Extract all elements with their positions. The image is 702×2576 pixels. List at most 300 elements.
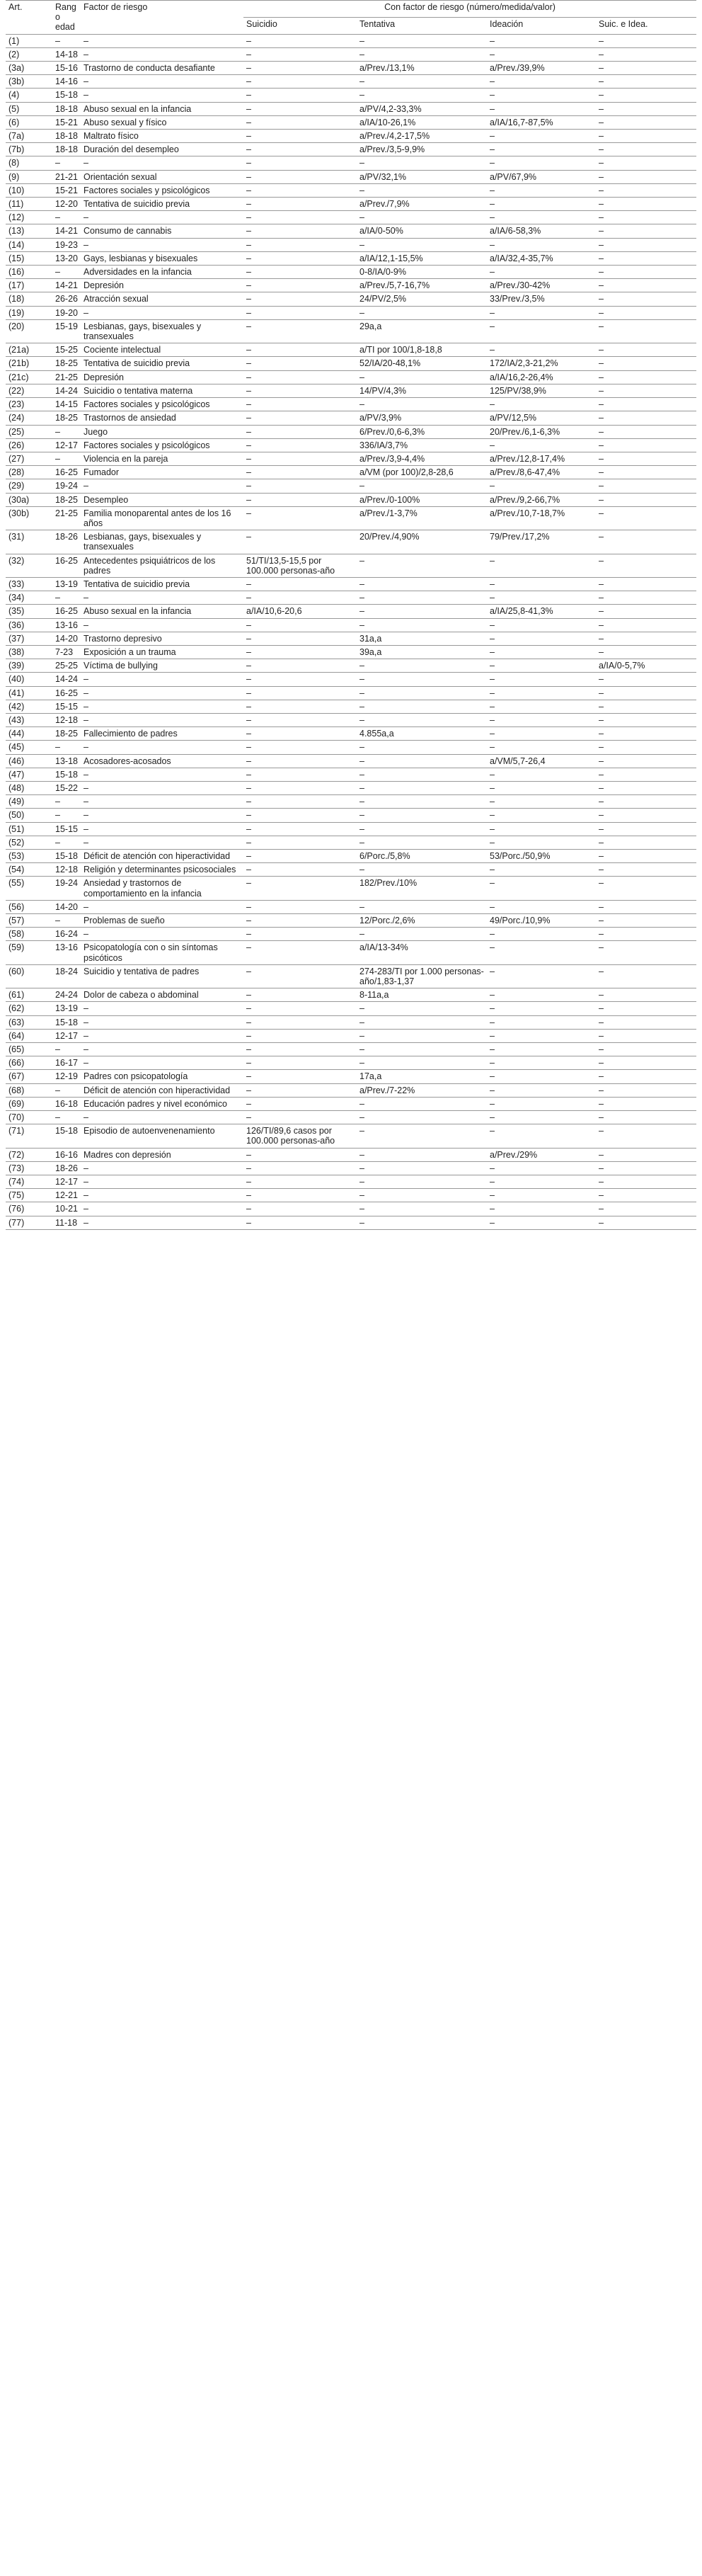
cell-ideacion: – — [487, 1189, 596, 1202]
cell-suicidio: – — [243, 900, 357, 913]
cell-tentativa: a/IA/0-50% — [357, 224, 487, 238]
cell-ideacion: 125/PV/38,9% — [487, 384, 596, 397]
cell-suic-idea: – — [596, 877, 696, 900]
cell-tentativa: 29a,a — [357, 319, 487, 343]
table-row — [6, 1175, 696, 1189]
cell-rango-edad: 21-25 — [52, 370, 81, 384]
cell-art: (46) — [6, 754, 52, 768]
cell-suicidio: – — [243, 183, 357, 197]
cell-tentativa: – — [357, 822, 487, 836]
cell-factor-riesgo: Psicopatología con o sin síntomas psicóticos — [81, 941, 243, 964]
cell-ideacion: – — [487, 266, 596, 279]
cell-factor-riesgo: Factores sociales y psicológicos — [81, 183, 243, 197]
cell-suicidio: 51/TI/13,5-15,5 por 100.000 personas-año — [243, 554, 357, 577]
cell-art: (58) — [6, 928, 52, 941]
cell-rango-edad: 16-16 — [52, 1148, 81, 1161]
cell-factor-riesgo: Tentativa de suicidio previa — [81, 357, 243, 370]
cell-factor-riesgo: Depresión — [81, 370, 243, 384]
cell-ideacion: – — [487, 47, 596, 61]
cell-tentativa: – — [357, 479, 487, 493]
table-row — [6, 659, 696, 673]
cell-tentativa: – — [357, 1189, 487, 1202]
cell-suicidio: – — [243, 143, 357, 156]
cell-tentativa: – — [357, 686, 487, 700]
cell-tentativa: – — [357, 1097, 487, 1110]
table-row — [6, 1015, 696, 1029]
cell-factor-riesgo: Consumo de cannabis — [81, 224, 243, 238]
cell-factor-riesgo: Violencia en la pareja — [81, 452, 243, 465]
cell-rango-edad: 18-25 — [52, 727, 81, 741]
table-row — [6, 809, 696, 822]
table-row — [6, 425, 696, 438]
cell-suic-idea: – — [596, 506, 696, 530]
cell-ideacion: a/IA/32,4-35,7% — [487, 251, 596, 265]
cell-rango-edad: – — [52, 741, 81, 754]
cell-art: (70) — [6, 1111, 52, 1124]
cell-art: (13) — [6, 224, 52, 238]
cell-suic-idea: – — [596, 988, 696, 1002]
cell-tentativa: – — [357, 1056, 487, 1070]
cell-ideacion: a/VM/5,7-26,4 — [487, 754, 596, 768]
cell-factor-riesgo: Adversidades en la infancia — [81, 266, 243, 279]
cell-art: (52) — [6, 836, 52, 849]
cell-tentativa: – — [357, 370, 487, 384]
cell-rango-edad: 14-20 — [52, 900, 81, 913]
cell-suicidio: – — [243, 1002, 357, 1015]
cell-factor-riesgo: – — [81, 1002, 243, 1015]
cell-art: (7b) — [6, 143, 52, 156]
cell-suic-idea: – — [596, 1029, 696, 1042]
cell-factor-riesgo: Maltrato físico — [81, 130, 243, 143]
cell-suic-idea: – — [596, 781, 696, 794]
cell-rango-edad: 12-17 — [52, 438, 81, 452]
cell-art: (76) — [6, 1202, 52, 1216]
cell-suic-idea: – — [596, 425, 696, 438]
cell-factor-riesgo: – — [81, 795, 243, 809]
cell-ideacion: – — [487, 1070, 596, 1083]
cell-tentativa: a/IA/13-34% — [357, 941, 487, 964]
header-tentativa: Tentativa — [357, 17, 487, 34]
table-row — [6, 741, 696, 754]
cell-tentativa: 39a,a — [357, 645, 487, 659]
cell-art: (66) — [6, 1056, 52, 1070]
cell-ideacion: – — [487, 34, 596, 47]
cell-tentativa: 336/IA/3,7% — [357, 438, 487, 452]
table-row — [6, 466, 696, 479]
table-row — [6, 863, 696, 877]
cell-tentativa: – — [357, 809, 487, 822]
cell-art: (17) — [6, 279, 52, 292]
cell-suicidio: – — [243, 809, 357, 822]
cell-ideacion: – — [487, 143, 596, 156]
cell-tentativa: – — [357, 605, 487, 618]
cell-suic-idea: – — [596, 928, 696, 941]
cell-factor-riesgo: – — [81, 591, 243, 605]
cell-tentativa: a/TI por 100/1,8-18,8 — [357, 343, 487, 357]
cell-rango-edad: 15-18 — [52, 1015, 81, 1029]
cell-tentativa: 0-8/IA/0-9% — [357, 266, 487, 279]
cell-suic-idea: – — [596, 479, 696, 493]
cell-rango-edad: 12-20 — [52, 198, 81, 211]
cell-tentativa: a/IA/12,1-15,5% — [357, 251, 487, 265]
cell-suic-idea: – — [596, 914, 696, 928]
cell-ideacion: – — [487, 577, 596, 591]
cell-ideacion: – — [487, 130, 596, 143]
table-row — [6, 198, 696, 211]
cell-ideacion: – — [487, 632, 596, 645]
cell-suic-idea: – — [596, 686, 696, 700]
cell-tentativa: – — [357, 75, 487, 89]
cell-factor-riesgo: Déficit de atención con hiperactividad — [81, 1083, 243, 1097]
cell-suicidio: – — [243, 1015, 357, 1029]
table-row — [6, 530, 696, 554]
table-row — [6, 1043, 696, 1056]
cell-rango-edad: 18-26 — [52, 530, 81, 554]
cell-art: (30b) — [6, 506, 52, 530]
cell-suicidio: – — [243, 343, 357, 357]
cell-rango-edad: 15-15 — [52, 700, 81, 713]
cell-rango-edad: 13-19 — [52, 577, 81, 591]
cell-art: (65) — [6, 1043, 52, 1056]
cell-suicidio: – — [243, 928, 357, 941]
cell-suicidio: – — [243, 170, 357, 183]
cell-art: (47) — [6, 768, 52, 781]
cell-suic-idea: – — [596, 398, 696, 411]
cell-rango-edad: 15-19 — [52, 319, 81, 343]
cell-factor-riesgo: – — [81, 156, 243, 170]
cell-suic-idea: – — [596, 198, 696, 211]
cell-suic-idea: – — [596, 143, 696, 156]
cell-rango-edad: 12-19 — [52, 1070, 81, 1083]
cell-art: (67) — [6, 1070, 52, 1083]
cell-ideacion: – — [487, 319, 596, 343]
cell-ideacion: – — [487, 795, 596, 809]
cell-suic-idea: – — [596, 1161, 696, 1175]
cell-suicidio: a/IA/10,6-20,6 — [243, 605, 357, 618]
cell-rango-edad: – — [52, 452, 81, 465]
cell-suic-idea: – — [596, 741, 696, 754]
cell-ideacion: – — [487, 183, 596, 197]
cell-factor-riesgo: – — [81, 1202, 243, 1216]
table-row — [6, 292, 696, 306]
cell-factor-riesgo: Factores sociales y psicológicos — [81, 398, 243, 411]
cell-tentativa: – — [357, 1111, 487, 1124]
cell-suic-idea: – — [596, 768, 696, 781]
cell-suicidio: – — [243, 673, 357, 686]
cell-factor-riesgo: Trastorno depresivo — [81, 632, 243, 645]
cell-ideacion: – — [487, 1202, 596, 1216]
cell-suicidio: – — [243, 1070, 357, 1083]
cell-ideacion: – — [487, 198, 596, 211]
table-row — [6, 822, 696, 836]
cell-factor-riesgo: Lesbianas, gays, bisexuales y transexuales — [81, 319, 243, 343]
cell-tentativa: – — [357, 591, 487, 605]
cell-ideacion: – — [487, 1056, 596, 1070]
table-row — [6, 1189, 696, 1202]
cell-factor-riesgo: Padres con psicopatología — [81, 1070, 243, 1083]
cell-tentativa: 8-11a,a — [357, 988, 487, 1002]
cell-factor-riesgo: Educación padres y nivel económico — [81, 1097, 243, 1110]
cell-ideacion: a/PV/12,5% — [487, 411, 596, 425]
cell-art: (8) — [6, 156, 52, 170]
cell-tentativa: – — [357, 754, 487, 768]
cell-factor-riesgo: Acosadores-acosados — [81, 754, 243, 768]
cell-art: (2) — [6, 47, 52, 61]
cell-suic-idea: – — [596, 452, 696, 465]
cell-tentativa: a/Prev./4,2-17,5% — [357, 130, 487, 143]
cell-suic-idea: – — [596, 900, 696, 913]
cell-art: (24) — [6, 411, 52, 425]
table-row — [6, 645, 696, 659]
cell-suic-idea: – — [596, 34, 696, 47]
cell-ideacion: – — [487, 75, 596, 89]
cell-factor-riesgo: Problemas de sueño — [81, 914, 243, 928]
cell-ideacion: – — [487, 238, 596, 251]
cell-suic-idea: – — [596, 493, 696, 506]
cell-ideacion: – — [487, 941, 596, 964]
cell-suicidio: – — [243, 632, 357, 645]
header-factor-riesgo: Factor de riesgo — [81, 1, 243, 35]
cell-suic-idea: – — [596, 1043, 696, 1056]
cell-suic-idea: – — [596, 319, 696, 343]
cell-suicidio: – — [243, 251, 357, 265]
cell-suicidio: – — [243, 384, 357, 397]
cell-art: (20) — [6, 319, 52, 343]
cell-tentativa: a/PV/32,1% — [357, 170, 487, 183]
cell-factor-riesgo: – — [81, 836, 243, 849]
table-row — [6, 686, 696, 700]
cell-art: (38) — [6, 645, 52, 659]
cell-rango-edad: 26-26 — [52, 292, 81, 306]
cell-rango-edad: – — [52, 425, 81, 438]
table-row — [6, 506, 696, 530]
table-row — [6, 1161, 696, 1175]
cell-ideacion: – — [487, 211, 596, 224]
cell-suicidio: – — [243, 768, 357, 781]
cell-art: (21c) — [6, 370, 52, 384]
table-row — [6, 102, 696, 115]
cell-suicidio: – — [243, 1111, 357, 1124]
cell-art: (73) — [6, 1161, 52, 1175]
cell-tentativa: – — [357, 238, 487, 251]
cell-art: (55) — [6, 877, 52, 900]
table-row — [6, 754, 696, 768]
table-row — [6, 384, 696, 397]
cell-factor-riesgo: – — [81, 1056, 243, 1070]
cell-art: (14) — [6, 238, 52, 251]
cell-rango-edad: 16-24 — [52, 928, 81, 941]
cell-ideacion: a/Prev./29% — [487, 1148, 596, 1161]
cell-suicidio: – — [243, 1161, 357, 1175]
cell-ideacion: – — [487, 156, 596, 170]
cell-suicidio: – — [243, 964, 357, 988]
table-row — [6, 1148, 696, 1161]
cell-art: (6) — [6, 115, 52, 129]
cell-tentativa: a/PV/4,2-33,3% — [357, 102, 487, 115]
cell-factor-riesgo: Trastornos de ansiedad — [81, 411, 243, 425]
cell-suic-idea: – — [596, 1097, 696, 1110]
cell-suic-idea: – — [596, 438, 696, 452]
cell-ideacion: – — [487, 781, 596, 794]
cell-rango-edad: 12-18 — [52, 713, 81, 726]
cell-rango-edad: 10-21 — [52, 1202, 81, 1216]
table-row — [6, 357, 696, 370]
cell-rango-edad: 13-16 — [52, 941, 81, 964]
cell-suic-idea: – — [596, 964, 696, 988]
table-row — [6, 577, 696, 591]
cell-rango-edad: 16-25 — [52, 686, 81, 700]
cell-art: (60) — [6, 964, 52, 988]
cell-tentativa: a/Prev./3,5-9,9% — [357, 143, 487, 156]
cell-rango-edad: 16-25 — [52, 554, 81, 577]
cell-suicidio: – — [243, 914, 357, 928]
cell-factor-riesgo: – — [81, 1043, 243, 1056]
cell-tentativa: a/Prev./7,9% — [357, 198, 487, 211]
table-row — [6, 1097, 696, 1110]
cell-suicidio: – — [243, 645, 357, 659]
table-row — [6, 238, 696, 251]
cell-art: (56) — [6, 900, 52, 913]
cell-tentativa: 20/Prev./4,90% — [357, 530, 487, 554]
cell-suicidio: – — [243, 75, 357, 89]
cell-art: (43) — [6, 713, 52, 726]
cell-suicidio: – — [243, 47, 357, 61]
cell-tentativa: 182/Prev./10% — [357, 877, 487, 900]
cell-rango-edad: 25-25 — [52, 659, 81, 673]
table-row — [6, 1202, 696, 1216]
cell-suic-idea: – — [596, 89, 696, 102]
cell-suicidio: – — [243, 211, 357, 224]
cell-art: (57) — [6, 914, 52, 928]
cell-suicidio: – — [243, 591, 357, 605]
cell-suicidio: – — [243, 1189, 357, 1202]
table-row — [6, 1002, 696, 1015]
cell-suic-idea: – — [596, 1083, 696, 1097]
cell-art: (1) — [6, 34, 52, 47]
cell-tentativa: a/IA/10-26,1% — [357, 115, 487, 129]
cell-art: (27) — [6, 452, 52, 465]
cell-factor-riesgo: Suicidio y tentativa de padres — [81, 964, 243, 988]
cell-rango-edad: 18-25 — [52, 357, 81, 370]
cell-ideacion: – — [487, 1216, 596, 1229]
cell-suic-idea: – — [596, 713, 696, 726]
table-row — [6, 1083, 696, 1097]
cell-factor-riesgo: Gays, lesbianas y bisexuales — [81, 251, 243, 265]
cell-ideacion: – — [487, 554, 596, 577]
cell-tentativa: a/Prev./7-22% — [357, 1083, 487, 1097]
cell-suicidio: – — [243, 863, 357, 877]
cell-tentativa: – — [357, 928, 487, 941]
table-row — [6, 89, 696, 102]
cell-factor-riesgo: Orientación sexual — [81, 170, 243, 183]
cell-tentativa: a/Prev./1-3,7% — [357, 506, 487, 530]
cell-factor-riesgo: Episodio de autoenvenenamiento — [81, 1124, 243, 1148]
cell-art: (48) — [6, 781, 52, 794]
table-row — [6, 1216, 696, 1229]
table-row — [6, 877, 696, 900]
cell-tentativa: – — [357, 863, 487, 877]
cell-suicidio: – — [243, 130, 357, 143]
cell-factor-riesgo: – — [81, 741, 243, 754]
table-row — [6, 727, 696, 741]
cell-suicidio: – — [243, 238, 357, 251]
cell-ideacion: – — [487, 343, 596, 357]
cell-tentativa: – — [357, 398, 487, 411]
cell-factor-riesgo: – — [81, 673, 243, 686]
cell-factor-riesgo: – — [81, 781, 243, 794]
cell-tentativa: – — [357, 795, 487, 809]
cell-suic-idea: – — [596, 941, 696, 964]
cell-art: (3a) — [6, 62, 52, 75]
table-row — [6, 156, 696, 170]
cell-ideacion: – — [487, 741, 596, 754]
cell-art: (59) — [6, 941, 52, 964]
table-row — [6, 618, 696, 632]
table-row — [6, 75, 696, 89]
cell-ideacion: 53/Porc./50,9% — [487, 850, 596, 863]
cell-ideacion: – — [487, 964, 596, 988]
cell-suic-idea: – — [596, 1202, 696, 1216]
cell-tentativa: 274-283/TI por 1.000 personas-año/1,83-1,37 — [357, 964, 487, 988]
cell-art: (77) — [6, 1216, 52, 1229]
cell-rango-edad: 15-18 — [52, 89, 81, 102]
cell-ideacion: a/Prev./39,9% — [487, 62, 596, 75]
table-body — [6, 34, 696, 1229]
cell-suic-idea: – — [596, 384, 696, 397]
cell-art: (63) — [6, 1015, 52, 1029]
cell-tentativa: 6/Prev./0,6-6,3% — [357, 425, 487, 438]
cell-suic-idea: – — [596, 1148, 696, 1161]
cell-factor-riesgo: Antecedentes psiquiátricos de los padres — [81, 554, 243, 577]
cell-suic-idea: – — [596, 554, 696, 577]
cell-suic-idea: – — [596, 850, 696, 863]
cell-suicidio: – — [243, 452, 357, 465]
cell-suicidio: – — [243, 941, 357, 964]
cell-factor-riesgo: – — [81, 89, 243, 102]
cell-suic-idea: – — [596, 47, 696, 61]
cell-factor-riesgo: – — [81, 822, 243, 836]
cell-ideacion: a/Prev./12,8-17,4% — [487, 452, 596, 465]
cell-suic-idea: – — [596, 130, 696, 143]
cell-rango-edad: 19-20 — [52, 306, 81, 319]
cell-ideacion: – — [487, 1029, 596, 1042]
cell-rango-edad: 18-25 — [52, 493, 81, 506]
cell-tentativa: – — [357, 577, 487, 591]
cell-rango-edad: 14-21 — [52, 279, 81, 292]
table-row — [6, 1070, 696, 1083]
cell-suicidio: – — [243, 1216, 357, 1229]
cell-factor-riesgo: – — [81, 1015, 243, 1029]
cell-rango-edad: 7-23 — [52, 645, 81, 659]
cell-factor-riesgo: – — [81, 928, 243, 941]
table-row — [6, 1124, 696, 1148]
cell-ideacion: – — [487, 1043, 596, 1056]
cell-suic-idea: – — [596, 102, 696, 115]
cell-art: (12) — [6, 211, 52, 224]
table-row — [6, 964, 696, 988]
table-row — [6, 605, 696, 618]
cell-factor-riesgo: Lesbianas, gays, bisexuales y transexuales — [81, 530, 243, 554]
cell-suicidio: – — [243, 115, 357, 129]
cell-rango-edad: 19-24 — [52, 877, 81, 900]
header-art: Art. — [6, 1, 52, 35]
table-row — [6, 713, 696, 726]
cell-ideacion: – — [487, 618, 596, 632]
cell-factor-riesgo: Ansiedad y trastornos de comportamiento en la infancia — [81, 877, 243, 900]
cell-art: (50) — [6, 809, 52, 822]
cell-art: (45) — [6, 741, 52, 754]
cell-ideacion: – — [487, 659, 596, 673]
